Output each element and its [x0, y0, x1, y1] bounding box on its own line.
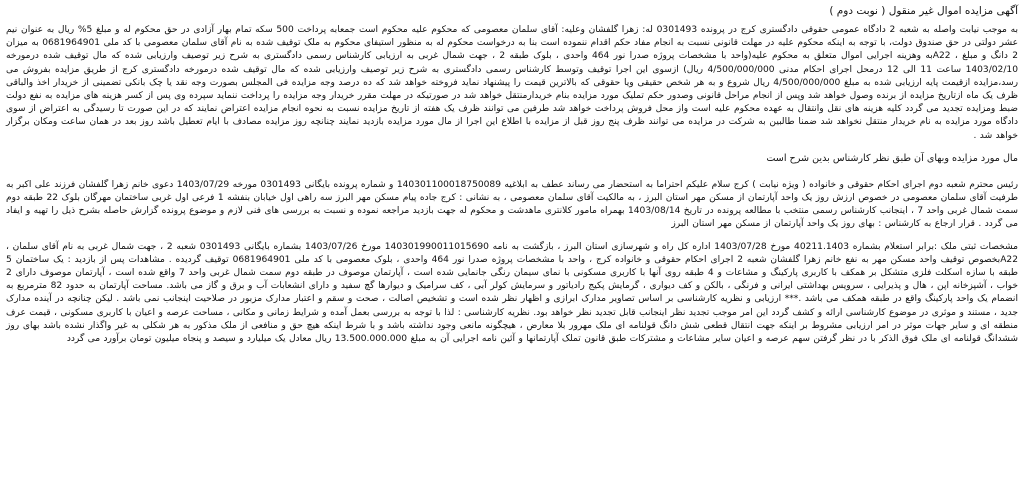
specs-paragraph: مشخصات ثبتی ملک :برابر استعلام بشماره 40211.1403 مورخ 1403/07/28 اداره کل راه و شهرسازی استان البرز ، بازگشت به نامه 140301990011015690 مورخ 1403/07/26 بشماره بایگانی 0301493 شعبه 2 ، جهت شمال غربی به نام آقای سلمان ، A22بخصوص توقیف واحد مسکن مهر به نفع خانم زهرا گلفشان شعبه 2 اجرای احکام حقوقی و خانواده کرج ، واحد با مشخصات پروژه صدرا نور 464 واحدی ، بلوک معصومی با کد ملی 0681964901 توقیف گردیده . مشاهدات پس از بازدید : یک ساختمان 5 طبقه با سازه اسکلت فلزی متشکل بر همکف با کاربری پارکینگ و مشاعات و 4 طبقه روی آنها با کاربری مسکونی با نمای سیمان رنگی جانمایی شده است ، آپارتمان موصوف در طبقه دوم سمت شمال غربی واحد 7 واقع شده است ، آپارتمان موصوف دارای 2 خواب ، آشپزخانه اپن ، هال و پذیرایی ، سرویس بهداشتی ایرانی و فرنگی ، بالکن و کف دیواری ، گرمایش پکیج رادیاتور و سرمایش کولر آبی ، کف سرامیک و دیوارها گچ سفید و دارای انشعابات آب و برق و گاز می باشد. مساحت آپارتمان به حدود 82 مترمربع به انضمام یک واحد پارکینگ واقع در طبقه همکف می باشد .*** ارزیابی و نظریه کارشناسی بر اساس تصاویر مدارک ابرازی و اظهار نظر شده است و تشخیص اصالت ، صحت و سقم و اعتبار مدارک مزبور در صلاحیت اینجانب نمی باشد . لیکن چنانچه در آینده مدارک جدید ، مستند و موثری در موضوع کارشناسی ارائه و کشف گردد این امر موجب تجدید نظر اینجانب قابل تجدید نظر خواهد بود. نظریه کارشناسی : لذا با توجه به بررسی بعمل آمده و شرایط زمانی و مکانی ، مساحت عرصه و اعیان با کاربری مسکونی ، قیمت عرف منطقه ای و سایر جهات موثر در امر ارزیابی مشروط بر اینکه جهت انتقال قطعی شش دانگ قولنامه ای ملک مهرور بلا معارض ، هیچگونه مانعی وجود نداشته باشد و با شرط اینکه هیچ حق و منافعی از ملک مذکور به هر شکلی به غیر واگذار نشده باشد بهای روز ششدانگ قولنامه ای ملک فوق الذکر با در نظر گرفتن سهم عرصه و اعیان سایر مشاعات و مشترکات طبق قانون تملک آپارتمانها و آئین نامه اجرایی آن به مبلغ 13.500.000.000 ریال معادل یک میلیارد و سیصد و پنجاه میلیون تومان برآورد می گردد	[6, 241, 1018, 345]
intro-paragraph: به موجب نیابت واصله به شعبه 2 دادگاه عمومی حقوقی دادگستری کرج در پرونده 0301493 له: زهرا گلفشان وعلیه: آقای سلمان معصومی که محکوم علیه محکوم است جمعابه پرداخت 500 سکه تمام بهار آزادی در حق محکوم له و مبلغ 5% ریال به عنوان نیم عشر دولتی در حق صندوق دولت، با توجه به اینکه محکوم علیه در مهلت قانونی نسبت به انجام مفاد حکم اقدام ننموده است بنا به درخواست محکوم له به منظور استیفای محکوم به ملک توقیف شده به نام آقای سلمان معصومی با کد ملی 0681964901 به میزان 2 دانگ و مبلغ ، A22به وهزینه اجرایی اموال متعلق به محکوم علیه(واحد با مشخصات پروژه صدرا نور 464 واحدی ، بلوک طبقه 2 ، جهت شمال غربی به ارزیابی کارشناس رسمی دادگستری به شرح زیر توصیف وارزیابی شده که مال توقیف شده درمورخه 1403/02/10 ساعت 11 الی 12 درمحل اجرای احکام مدنی 4/500/000/000 ریال) ازسوی این اجرا توقیف وتوسط کارشناس رسمی دادگستری به شرح زیر توصیف وارزیابی شده که مال توقیف شده درمورخه دادگستری کرج از طریق مزایده بفروش می رسد،مزایده ازقیمت پایه ارزیابی شده به مبلغ 4/500/000/000 ریال شروع و به هر شخص حقیقی ویا حقوقی که بالاترین قیمت را پیشنهاد نماید فروخته خواهد شد که ده درصد وجه مزایده فی المجلس بصورت وجه نقد یا چک بانکی تضمینی از خریدار اخذ والباقی ظرف یک ماه ازتاریخ مزایده از برنده وصول خواهد شد وپس از انجام مراحل قانونی وصدور حکم تملیک مورد مزایده بنام خریدارمنتقل خواهد شد در صورتیکه در مهلت مقرر خریدار وجه مزایده را پرداخت ننماید سپرده وی پس از کسر هزینه های مزایده به نفع دولت ضبط ومزایده تجدید می گردد کلیه هزینه های نقل وانتقال به عهده محکوم علیه است واز محل فروش پرداخت خواهد شد طرفین می توانند ظرف یک هفته از تاریخ مزایده نسبت به نحوه انجام مزایده اعتراض نمایند که در این صورت تا رسیدگی به اعتراض از سوی دادگاه مورد مزایده به نام خریدار منتقل نخواهد شد ضمنا طالبین به شرکت در مزایده می توانند ظرف پنج روز قبل از مزایده با اطلاع این اجرا از مال مورد مزایده بازدید نمایند چنانچه روز مزایده مصادف با ایام تعطیل باشد روز بعد در همان ساعت ومکان برگزار خواهد شد .	[6, 25, 1019, 141]
expert-letter-paragraph: رئیس محترم شعبه دوم اجرای احکام حقوقی و خانواده ( ویژه نیابت ) کرج سلام علیکم احتراما به استحضار می رساند عطف به ابلاغیه 140301100018750089 و شماره پرونده بایگانی 0301493 مورخه 1403/07/29 دعوی خانم زهرا گلفشان فرزند علی اکبر به طرفیت آقای سلمان معصومی در خصوص ارزش روز یک واحد آپارتمان از مسکن مهر استان البرز ، به مالکیت آقای سلمان معصومی ، به نشانی : کرج جاده پیام مسکن مهر البرز سه راهی اول خیابان بنفشه 1 فرعی اول غربی ساختمان مهرگان بلوک 22 طبقه دوم سمت شمال غربی واحد 7 ، اینجانب کارشناس رسمی منتخب با مطالعه پرونده در تاریخ 1403/08/14 بهمراه مامور کلانتری ماهدشت و محکوم له جهت بازدید مراجعه نموده و نسبت به بررسی های فنی لازم و موضوع پرونده گزارش حاصله بشرح ذیل را تهیه و ایفاد می گردد . قرار ارجاع به کارشناس : بهای روز یک واحد آپارتمان از مسکن مهر استان البرز	[6, 179, 1019, 230]
section-heading: مال مورد مزایده وبهای آن طبق نظر کارشناس بدین شرح است	[766, 152, 1018, 164]
notice-title: آگهی مزایده اموال غیر منقول ( نوبت دوم )	[829, 5, 1018, 17]
